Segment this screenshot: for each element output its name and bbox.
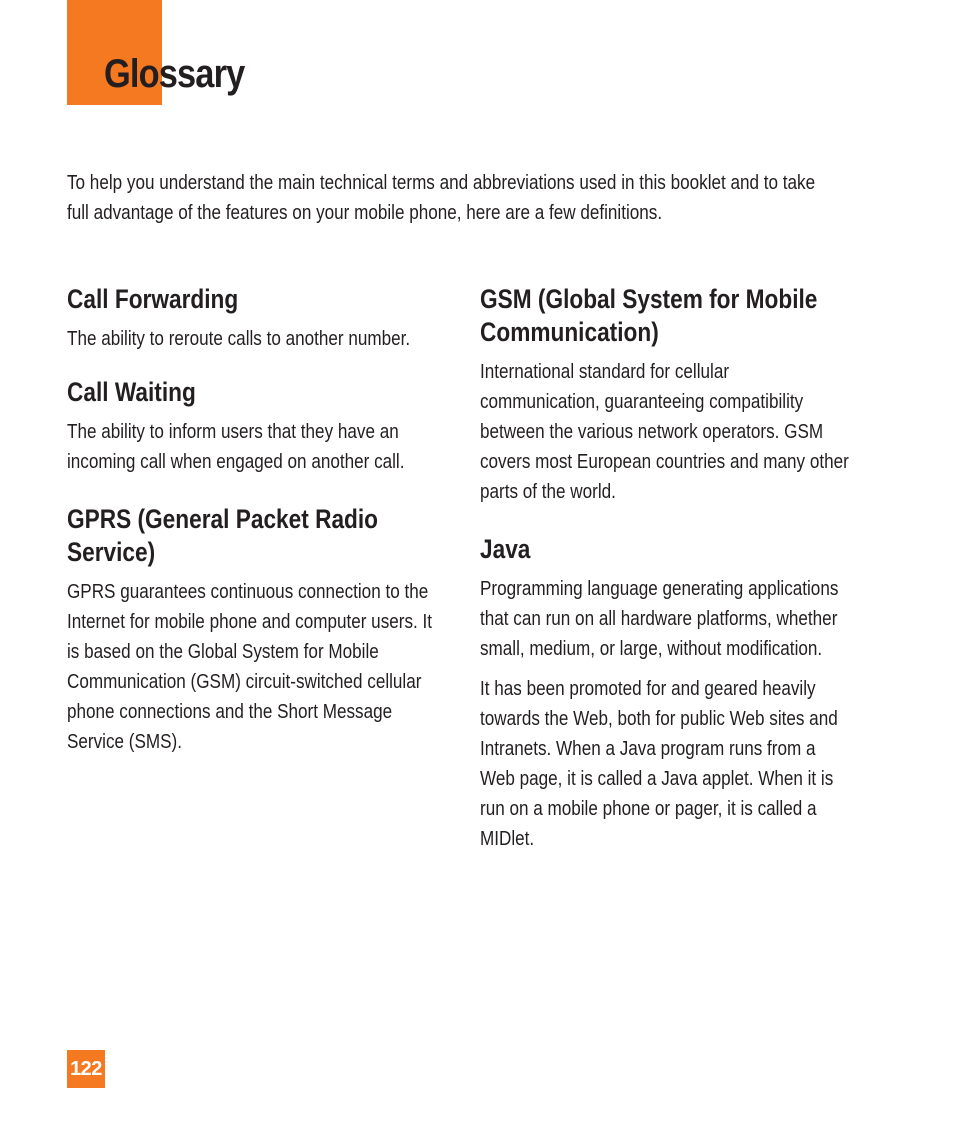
term-definition: Programming language generating applications that can run on all hardware platforms, whether small, medium, or large, without modification. [480,578,839,660]
page-title: Glossary [104,52,245,96]
intro-paragraph: To help you understand the main technical terms and abbreviations used in this booklet and to take full advantage of the features on your mobile phone, here are a few definitions. [67,172,816,224]
term-heading: GPRS (General Packet Radio Service) [67,504,379,567]
term-definition: It has been promoted for and geared heavily towards the Web, both for public Web sites and Intranets. When a Java program runs from a Web page, it is called a Java applet. When it is run on a mobile phone or pager, it is called a MIDlet. [480,678,838,850]
term-heading: GSM (Global System for Mobile Communication) [480,284,818,347]
term-definition: GPRS guarantees continuous connection to the Internet for mobile phone and computer users. It is based on the Global System for Mobile Communication (GSM) circuit-switched cellular phone connections and the Short Message Service (SMS). [67,581,433,753]
page-number: 122 [67,1050,105,1088]
term-heading: Java [480,534,531,564]
term-heading: Call Waiting [67,377,196,407]
glossary-right-column [480,283,914,876]
glossary-left-column [67,283,501,779]
term-definition: The ability to inform users that they have an incoming call when engaged on another call. [67,421,405,473]
term-definition: International standard for cellular communication, guaranteeing compatibility between the various network operators. GSM covers most European countries and many other parts of the world. [480,361,849,503]
term-heading: Call Forwarding [67,284,239,314]
term-definition: The ability to reroute calls to another number. [67,328,411,350]
